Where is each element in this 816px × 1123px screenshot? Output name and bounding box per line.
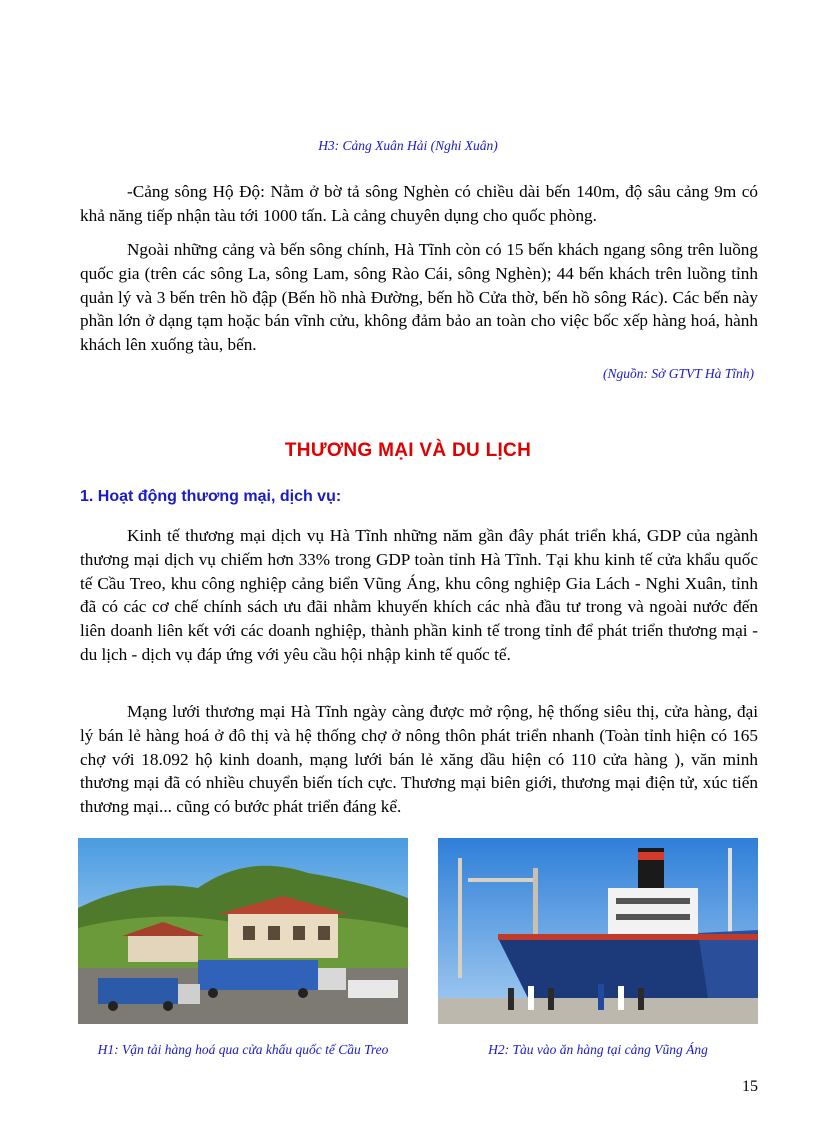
figure-caption-h2: H2: Tàu vào ăn hàng tại cảng Vũng Áng xyxy=(488,1042,708,1057)
page-number: 15 xyxy=(742,1078,758,1095)
photo-cau-treo-border-gate xyxy=(78,838,408,1024)
photo-vung-ang-port-ship xyxy=(438,838,758,1024)
paragraph-river-wharves: Ngoài những cảng và bến sông chính, Hà Tĩnh còn có 15 bến khách ngang sông trên luồng quốc gia (trên các sông La, sông Lam, sông Rào Cái, sông Nghèn); 44 bến khách trên luồng tỉnh quản lý và 3 bến trên hồ đập (Bến hồ nhà Đường, bến hồ Cửa thờ, bến hồ sông Rác). Các bến này phần lớn ở dạng tạm hoặc bán vĩnh cửu, không đảm bảo an toàn cho việc bốc xếp hàng hoá, hành khách lên xuống tàu, bến. xyxy=(80,240,758,355)
section-title: THƯƠNG MẠI VÀ DU LỊCH xyxy=(284,440,532,461)
figure-caption-h1: H1: Vận tải hàng hoá qua cửa khẩu quốc tế Cầu Treo xyxy=(97,1042,389,1057)
paragraph-trade-network: Mạng lưới thương mại Hà Tĩnh ngày càng được mở rộng, hệ thống siêu thị, cửa hàng, đại lý bán lẻ hàng hoá ở đô thị và hệ thống chợ ở nông thôn phát triển nhanh (Toàn tỉnh hiện có 165 chợ với 18.092 hộ kinh doanh, mạng lưới bán lẻ xăng dầu hiện có 110 cửa hàng ), văn minh thương mại đã có nhiều chuyển biến tích cực. Thương mại biên giới, thương mại điện tử, xúc tiến thương mại... cũng có bước phát triển đáng kể. xyxy=(80,702,758,817)
subsection-title: 1. Hoạt động thương mại, dịch vụ: xyxy=(80,488,342,505)
paragraph-trade-economy: Kinh tế thương mại dịch vụ Hà Tĩnh những năm gần đây phát triển khá, GDP của ngành thương mại dịch vụ chiếm hơn 33% trong GDP toàn tỉnh Hà Tĩnh. Tại khu kinh tế cửa khẩu quốc tế Cầu Treo, khu công nghiệp cảng biển Vũng Áng, khu công nghiệp Gia Lách - Nghi Xuân, tỉnh đã có các cơ chế chính sách ưu đãi nhằm khuyến khích các nhà đầu tư trong và ngoài nước đến liên doanh liên kết với các doanh nghiệp, thành phần kinh tế trong tỉnh để phát triển thương mại - du lịch - dịch vụ đáp ứng với yêu cầu hội nhập kinh tế quốc tế. xyxy=(80,526,758,664)
source-note: (Nguồn: Sở GTVT Hà Tĩnh) xyxy=(603,366,754,381)
paragraph-ho-do-port: -Cảng sông Hộ Độ: Nằm ở bờ tả sông Nghèn có chiều dài bến 140m, độ sâu cảng 9m có khả năng tiếp nhận tàu tới 1000 tấn. Là cảng chuyên dụng cho quốc phòng. xyxy=(80,182,758,225)
figure-caption-h3: H3: Cảng Xuân Hải (Nghi Xuân) xyxy=(318,138,498,153)
